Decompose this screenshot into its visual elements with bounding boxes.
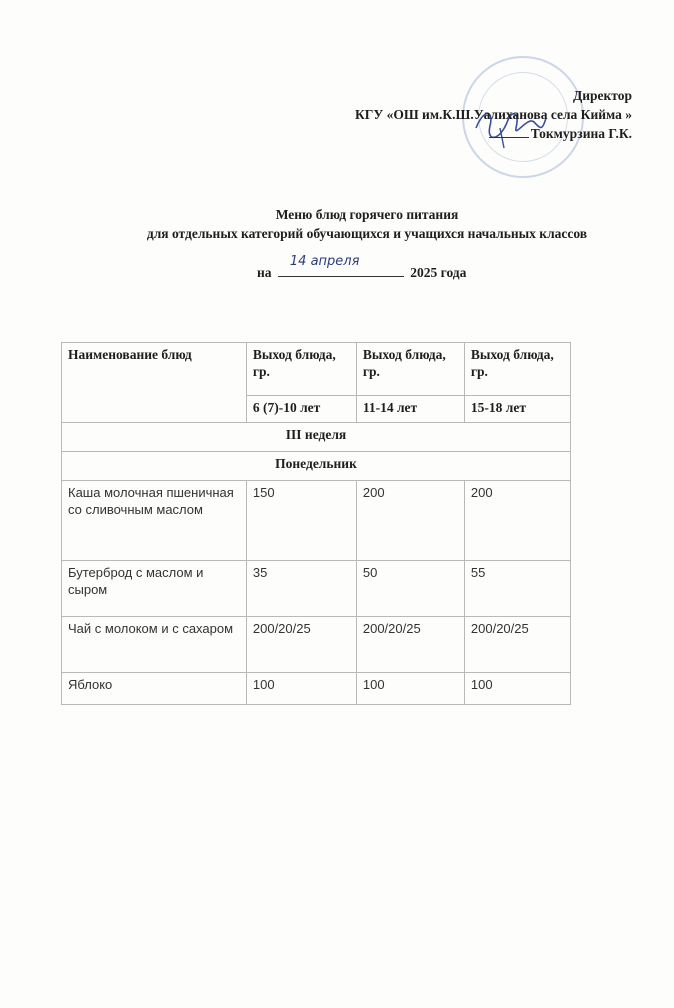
menu-table [61,342,571,705]
table-row [62,617,571,673]
approval-organization: КГУ «ОШ им.К.Ш.Уалиханова села Кийма » [354,107,632,122]
dish-value: 35 [246,561,356,617]
document-subtitle: для отдельных категорий обучающихся и учащихся начальных классов [146,226,588,241]
date-prefix: на [257,265,272,280]
table-row [62,561,571,617]
header-dish-name: Наименование блюд [62,343,247,423]
age-group-1: 6 (7)-10 лет [246,396,356,423]
date-blank [278,254,404,277]
day-label: Понедельник [62,452,571,481]
dish-name: Яблоко [62,673,247,705]
approval-block [355,86,632,143]
header-col-6-10: Выход блюда, гр. [246,343,356,396]
week-label: III неделя [62,423,571,452]
dish-value: 100 [246,673,356,705]
header-col-11-14: Выход блюда, гр. [356,343,464,396]
age-group-3: 15-18 лет [464,396,570,423]
dish-value: 200/20/25 [356,617,464,673]
dish-value: 50 [356,561,464,617]
table-row [62,673,571,705]
dish-value: 100 [464,673,570,705]
date-suffix: 2025 года [410,265,467,280]
dish-value: 55 [464,561,570,617]
week-row [62,423,571,452]
date-line [257,254,467,281]
dish-value: 150 [246,481,356,561]
table-row [62,481,571,561]
approval-position: Директор [572,88,632,103]
table-header-row [62,343,571,396]
day-row [62,452,571,481]
age-group-2: 11-14 лет [356,396,464,423]
dish-value: 200 [356,481,464,561]
header-col-15-18: Выход блюда, гр. [464,343,570,396]
dish-name: Чай с молоком и с сахаром [62,617,247,673]
dish-value: 200/20/25 [246,617,356,673]
date-handwritten: 14 апреля [289,254,360,269]
approval-name: Токмурзина Г.К. [530,126,632,141]
dish-name: Бутерброд с маслом и сыром [62,561,247,617]
dish-value: 200 [464,481,570,561]
dish-value: 200/20/25 [464,617,570,673]
signature-line [489,137,529,138]
dish-name: Каша молочная пшеничная со сливочным маслом [62,481,247,561]
document-title: Меню блюд горячего питания [275,207,459,222]
dish-value: 100 [356,673,464,705]
